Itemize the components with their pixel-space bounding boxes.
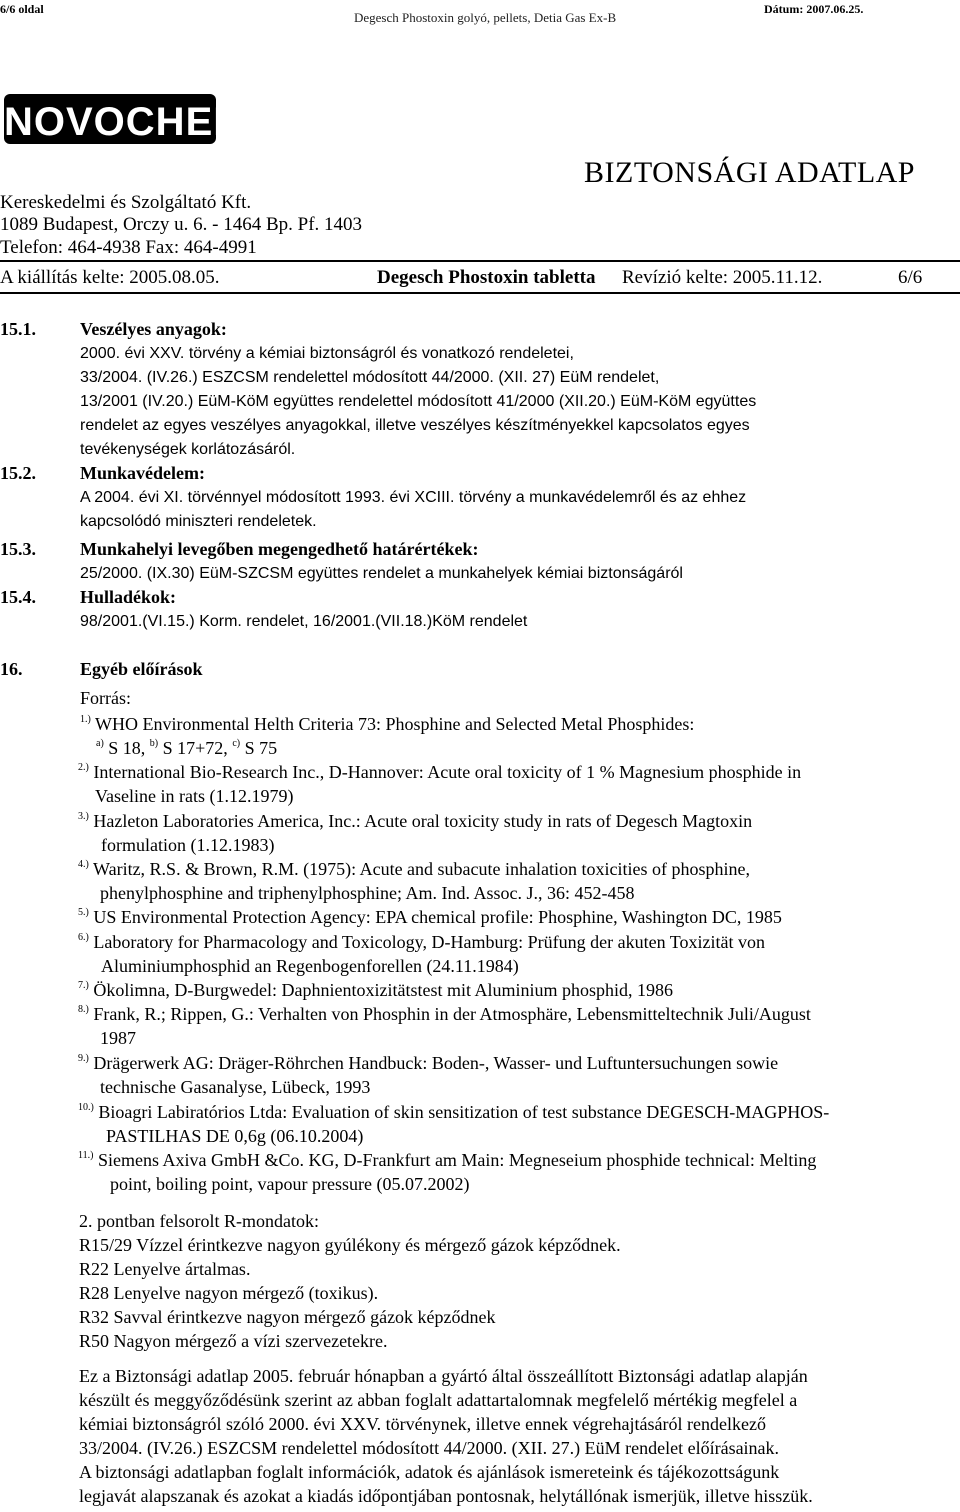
company-name: Kereskedelmi és Szolgáltató Kft. — [0, 192, 252, 213]
r-phrase: R50 Nagyon mérgező a vízi szervezetekre. — [79, 1331, 388, 1351]
reference-subitems — [96, 736, 277, 760]
reference-text: US Environmental Protection Agency: EPA chemical profile: Phosphine, Washington DC, 1985 — [93, 907, 782, 927]
reference-item — [78, 978, 673, 1002]
reference-submark: b) — [149, 738, 159, 749]
r-phrase: R32 Savval érintkezve nagyon mérgező gázok képződnek — [79, 1307, 496, 1327]
reference-continuation: phenylphosphine and triphenylphosphine; Am. Ind. Assoc. J., 36: 452-458 — [100, 883, 635, 903]
reference-mark: 5.) — [78, 907, 89, 918]
closing-line: A biztonsági adatlapban foglalt információk, adatok és ajánlások ismereteink és tájékozottságunk — [79, 1462, 780, 1482]
section-number: 15.2. — [0, 463, 36, 483]
document-title: BIZTONSÁGI ADATLAP — [584, 156, 915, 189]
section-15-1 — [0, 318, 960, 458]
reference-mark: 1.) — [80, 714, 91, 725]
section-number: 15.3. — [0, 539, 36, 559]
reference-item — [80, 712, 694, 736]
reference-subtext: S 18, — [108, 738, 146, 758]
issue-date: A kiállítás kelte: 2005.08.05. — [0, 267, 220, 288]
section-title: Hulladékok: — [80, 587, 177, 607]
logo-brand: NOVOCHEM — [4, 100, 248, 144]
reference-item — [78, 809, 752, 833]
reference-continuation: Vaseline in rats (1.12.1979) — [95, 786, 294, 806]
section-15-4 — [0, 586, 960, 634]
section-line: 33/2004. (IV.26.) ESZCSM rendelettel módosított 44/2000. (XII. 27) EüM rendelet, — [80, 369, 660, 386]
reference-text: International Bio-Research Inc., D-Hannover: Acute oral toxicity of 1 % Magnesium phosphide in — [93, 762, 802, 782]
company-address: 1089 Budapest, Orczy u. 6. - 1464 Bp. Pf. 1403 — [0, 214, 363, 235]
reference-submark: c) — [232, 738, 241, 749]
reference-subtext: S 17+72, — [162, 738, 228, 758]
reference-mark: 4.) — [78, 859, 89, 870]
section-line: 2000. évi XXV. törvény a kémiai biztonságról és vonatkozó rendeletei, — [80, 345, 574, 362]
reference-continuation: 1987 — [100, 1028, 136, 1048]
reference-subtext: S 75 — [244, 738, 278, 758]
issue-page: 6/6 — [898, 267, 923, 288]
section-title: Egyéb előírások — [80, 659, 203, 679]
reference-item — [78, 1002, 811, 1026]
header-date: Dátum: 2007.06.25. — [764, 2, 864, 16]
section-line: tevékenységek korlátozásáról. — [80, 441, 296, 458]
reference-text: Hazleton Laboratories America, Inc.: Acute oral toxicity study in rats of Degesch Magtoxin — [93, 811, 753, 831]
reference-mark: 9.) — [78, 1053, 89, 1064]
reference-text: Ökolimna, D-Burgwedel: Daphnientoxizitätstest mit Aluminium phosphid, 1986 — [93, 980, 673, 1000]
section-line: kapcsolódó miniszteri rendeletek. — [80, 513, 317, 530]
sources-label: Forrás: — [80, 688, 131, 708]
section-line: A 2004. évi XI. törvénnyel módosított 1993. évi XCIII. törvény a munkavédelemről és az ehhez — [80, 489, 747, 506]
reference-mark: 3.) — [78, 811, 89, 822]
reference-mark: 7.) — [78, 980, 89, 991]
closing-line: kémiai biztonságról szóló 2000. évi XXV. törvénynek, illetve ennek végrehajtásáról rendelkező — [79, 1414, 766, 1434]
reference-continuation: point, boiling point, vapour pressure (05.07.2002) — [110, 1174, 470, 1194]
revision-date: Revízió kelte: 2005.11.12. — [622, 267, 823, 288]
closing-line: 33/2004. (IV.26.) ESZCSM rendelettel módosított 44/2000. (XII. 27.) EüM rendelet előírásainak. — [79, 1438, 780, 1458]
reference-text: WHO Environmental Helth Criteria 73: Phosphine and Selected Metal Phosphides: — [95, 714, 695, 734]
header-product: Degesch Phostoxin golyó, pellets, Detia Gas Ex-B — [354, 10, 617, 25]
section-line: rendelet az egyes veszélyes anyagokkal, illetve veszélyes készítményekkel kapcsolatos egyes — [80, 417, 750, 434]
reference-continuation: formulation (1.12.1983) — [101, 835, 275, 855]
company-phone: Telefon: 464-4938 Fax: 464-4991 — [0, 237, 257, 258]
r-phrase: R22 Lenyelve ártalmas. — [79, 1259, 251, 1279]
closing-line: legjavát alapszanak és azokat a kiadás időpontjában pontosnak, helytállónak ismerjük, illetve hisszük. — [79, 1486, 813, 1506]
reference-text: Waritz, R.S. & Brown, R.M. (1975): Acute and subacute inhalation toxicities of phosphine, — [93, 859, 750, 879]
r-phrase: R28 Lenyelve nagyon mérgező (toxikus). — [79, 1283, 379, 1303]
reference-continuation: PASTILHAS DE 0,6g (06.10.2004) — [106, 1126, 364, 1146]
reference-text: Drägerwerk AG: Dräger-Röhrchen Handbuck: Boden-, Wasser- und Luftuntersuchungen sowie — [93, 1053, 779, 1073]
section-title: Veszélyes anyagok: — [80, 319, 227, 339]
section-number: 15.4. — [0, 587, 36, 607]
reference-mark: 6.) — [78, 932, 89, 943]
issue-info-bar — [0, 260, 960, 294]
section-line: 13/2001 (IV.20.) EüM-KöM együttes rendelettel módosított 41/2000 (XII.20.) EüM-KöM együttes — [80, 393, 757, 410]
section-line: 98/2001.(VI.15.) Korm. rendelet, 16/2001.(VII.18.)KöM rendelet — [80, 613, 528, 630]
reference-item — [78, 1148, 816, 1172]
closing-line: készült és meggyőződésünk szerint az abban foglalt adattartalomnak megfelelő mértékig megfelel a — [79, 1390, 798, 1410]
reference-text: Frank, R.; Rippen, G.: Verhalten von Phosphin in der Atmosphäre, Lebensmitteltechnik Juli/August — [93, 1004, 811, 1024]
section-number: 15.1. — [0, 319, 36, 339]
reference-item — [78, 905, 782, 929]
reference-submark: a) — [96, 738, 104, 749]
section-15-2 — [0, 462, 960, 532]
section-number: 16. — [0, 659, 23, 679]
reference-item — [78, 1051, 778, 1075]
reference-item — [78, 930, 765, 954]
reference-text: Laboratory for Pharmacology and Toxicology, D-Hamburg: Prüfung der akuten Toxizität von — [93, 932, 766, 952]
novochem-logo — [4, 88, 248, 168]
reference-item — [78, 857, 750, 881]
reference-continuation: Aluminiumphosphid an Regenbogenforellen (24.11.1984) — [101, 956, 519, 976]
page-counter: 6/6 oldal — [0, 2, 44, 16]
section-15-3 — [0, 538, 960, 586]
reference-text: Siemens Axiva GmbH &Co. KG, D-Frankfurt am Main: Megneseium phosphide technical: Melting — [97, 1150, 817, 1170]
reference-item — [78, 1100, 829, 1124]
issue-product: Degesch Phostoxin tabletta — [377, 267, 596, 288]
closing-line: Ez a Biztonsági adatlap 2005. február hónapban a gyártó által összeállított Biztonsági adatlap alapján — [79, 1366, 808, 1386]
section-title: Munkavédelem: — [80, 463, 205, 483]
r-phrases-heading: 2. pontban felsorolt R-mondatok: — [79, 1211, 319, 1231]
reference-text: Bioagri Labiratórios Ltda: Evaluation of skin sensitization of test substance DEGESCH-MAGPHOS- — [98, 1102, 830, 1122]
reference-item — [78, 760, 801, 784]
reference-mark: 8.) — [78, 1004, 89, 1015]
reference-mark: 11.) — [78, 1150, 94, 1161]
section-line: 25/2000. (IX.30) EüM-SZCSM együttes rendelet a munkahelyek kémiai biztonságáról — [80, 565, 683, 582]
reference-mark: 2.) — [78, 762, 89, 773]
r-phrase: R15/29 Vízzel érintkezve nagyon gyúlékony és mérgező gázok képződnek. — [79, 1235, 621, 1255]
reference-mark: 10.) — [78, 1102, 94, 1113]
section-title: Munkahelyi levegőben megengedhető határértékek: — [80, 539, 479, 559]
reference-continuation: technische Gasanalyse, Lübeck, 1993 — [100, 1077, 371, 1097]
